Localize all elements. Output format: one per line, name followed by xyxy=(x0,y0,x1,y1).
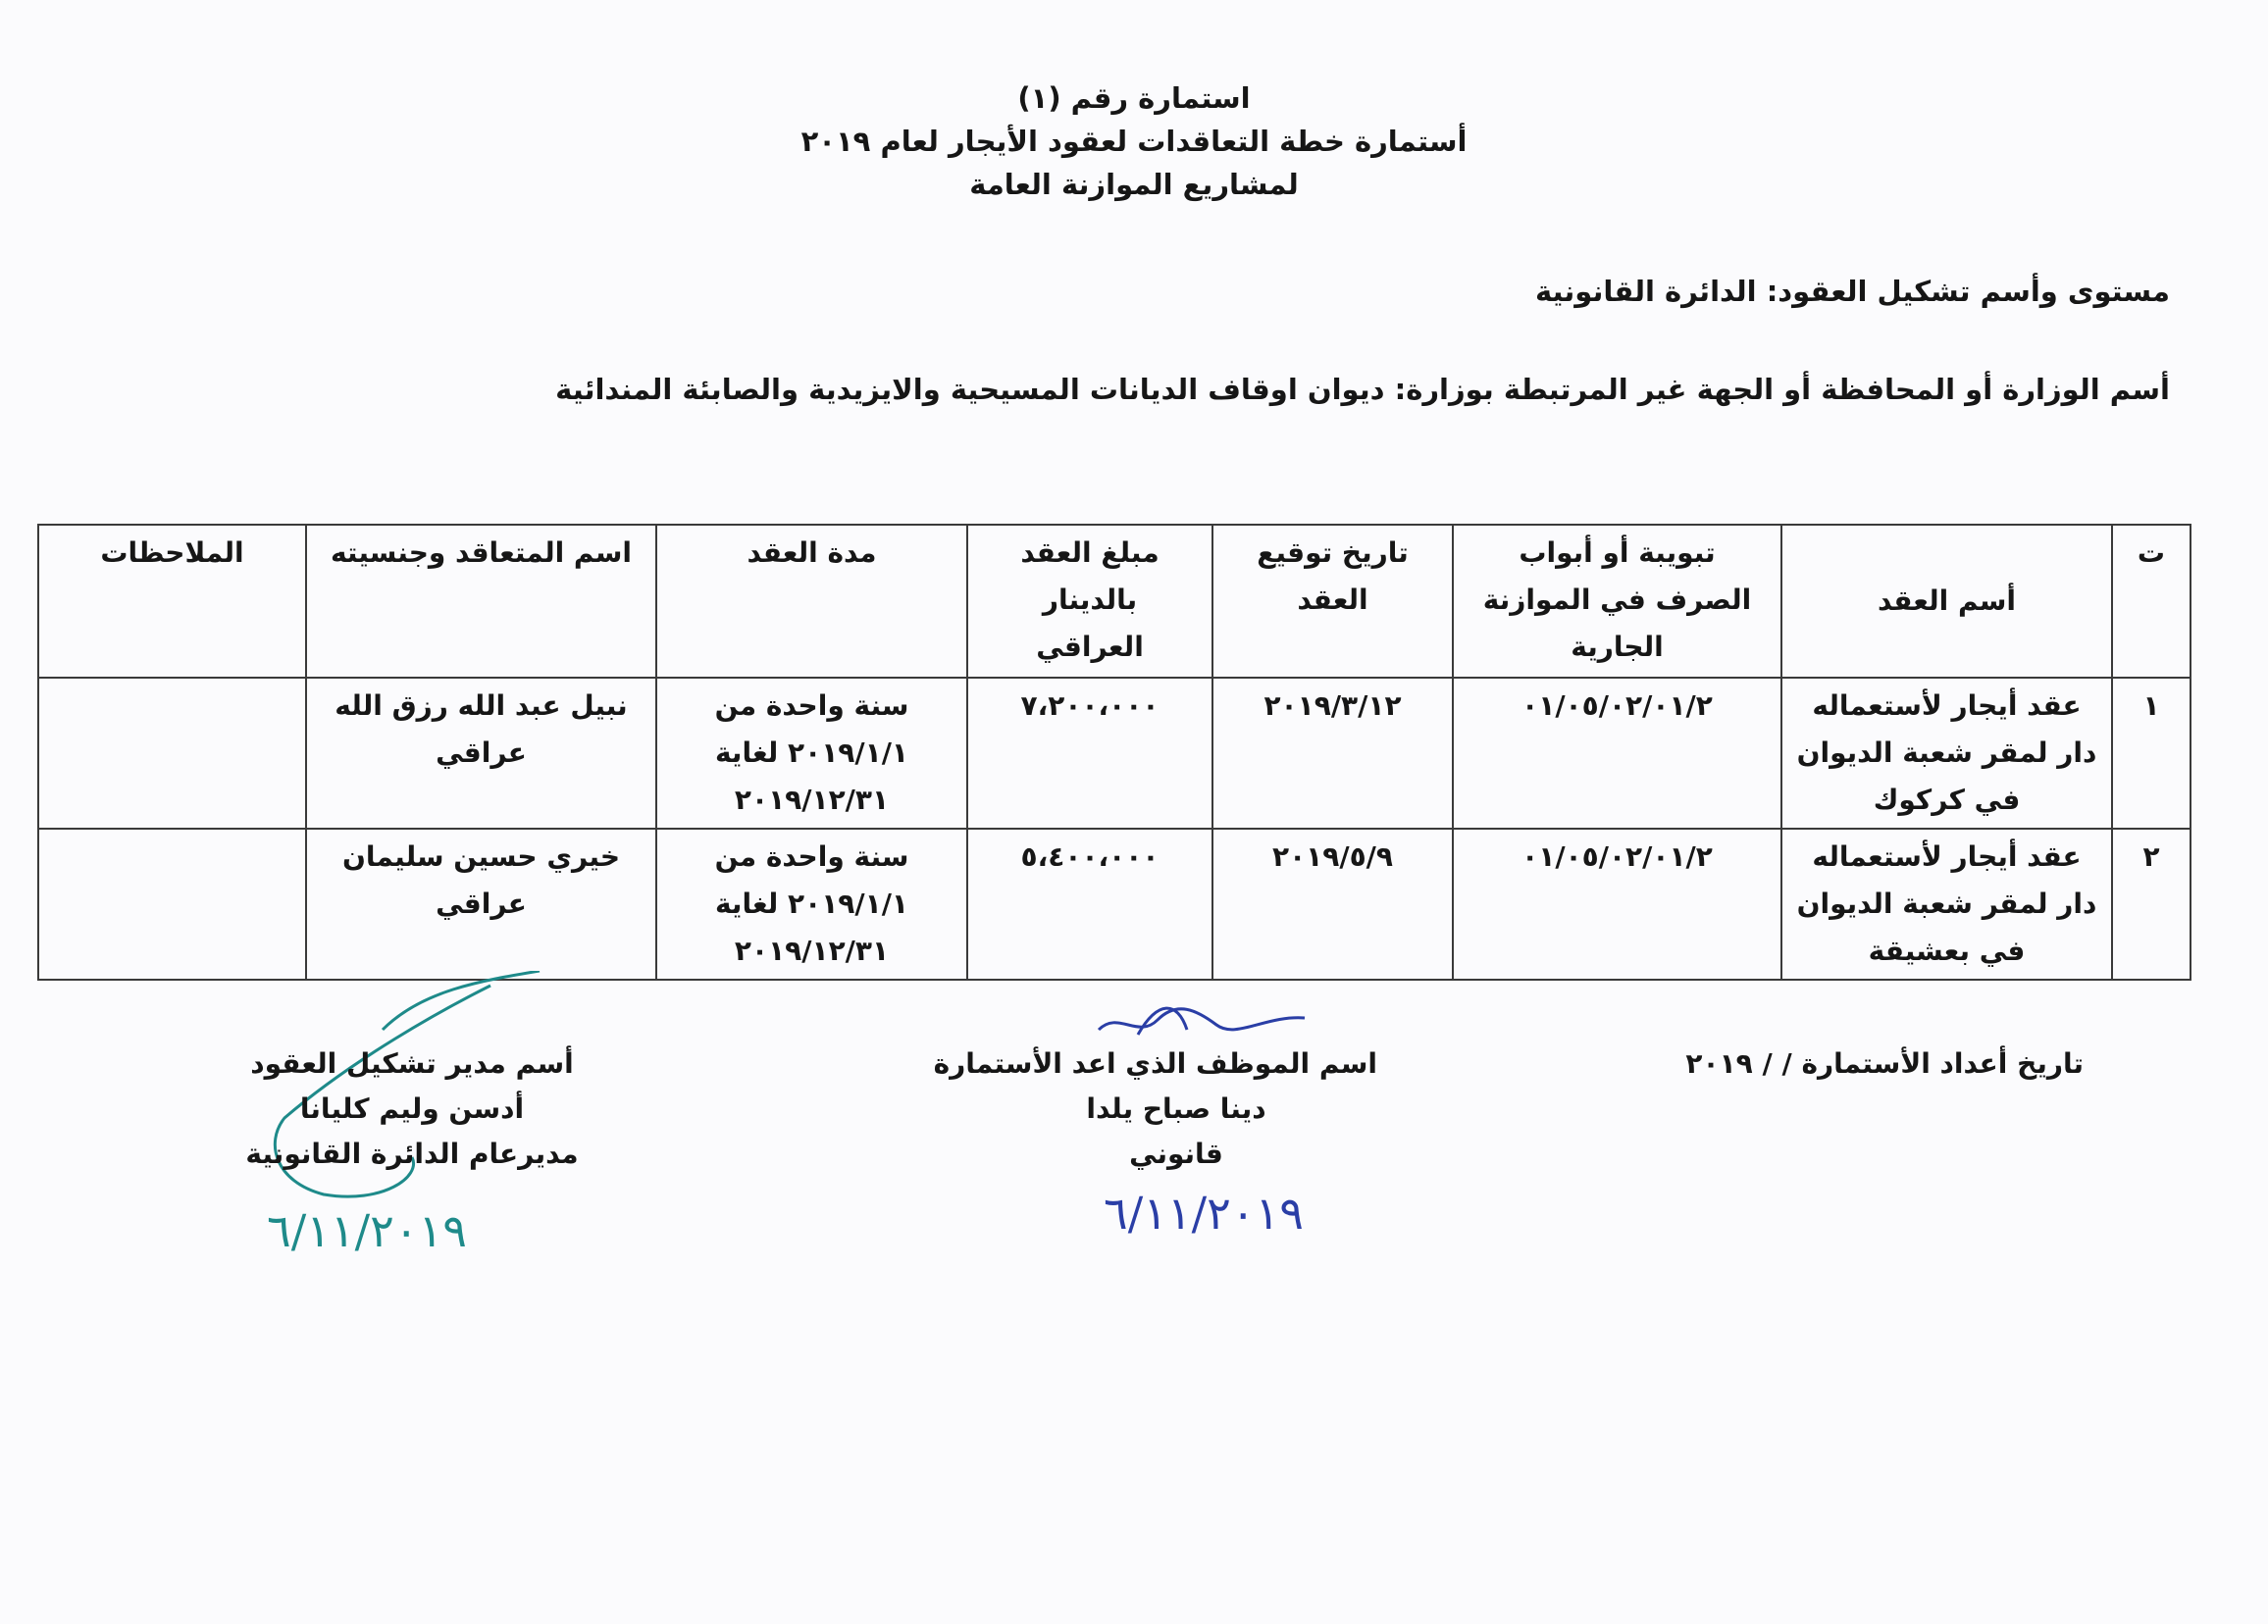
form-title: أستمارة خطة التعاقدات لعقود الأيجار لعام ٢٠١٩ xyxy=(800,125,1468,158)
employee-title: اسم الموظف الذي اعد الأستمارة xyxy=(933,1047,1377,1080)
header-budget-chapter: تبويبة أو أبواب الصرف في الموازنة الجارية xyxy=(1453,525,1781,678)
header-signing-date: تاريخ توقيع العقد xyxy=(1212,525,1453,678)
cell-notes xyxy=(38,829,306,980)
cell-contract-name: عقد أيجار لأستعماله دار لمقر شعبة الديوان في كركوك xyxy=(1781,678,2112,829)
table-header-row xyxy=(38,525,2191,678)
cell-budget-chapter: ٠١/٠٥/٠٢/٠١/٢ xyxy=(1453,678,1781,829)
cell-notes xyxy=(38,678,306,829)
header-contractor: اسم المتعاقد وجنسيته xyxy=(306,525,656,678)
form-number: استمارة رقم (١) xyxy=(1017,81,1251,115)
cell-duration: سنة واحدة من ٢٠١٩/١/١ لغاية ٢٠١٩/١٢/٣١ xyxy=(656,678,967,829)
cell-contract-name: عقد أيجار لأستعماله دار لمقر شعبة الديوان في بعشيقة xyxy=(1781,829,2112,980)
cell-amount: ٥،٤٠٠،٠٠٠ xyxy=(967,829,1212,980)
cell-budget-chapter: ٠١/٠٥/٠٢/٠١/٢ xyxy=(1453,829,1781,980)
manager-block xyxy=(235,1041,589,1177)
manager-title: أسم مدير تشكيل العقود xyxy=(250,1047,574,1080)
header-notes: الملاحظات xyxy=(38,525,306,678)
table-row xyxy=(38,829,2191,980)
form-subtitle: لمشاريع الموازنة العامة xyxy=(969,168,1299,201)
cell-contractor: خيري حسين سليمان عراقي xyxy=(306,829,656,980)
contracts-level: مستوى وأسم تشكيل العقود: الدائرة القانونية xyxy=(1534,275,2170,308)
cell-seq: ١ xyxy=(2112,678,2191,829)
cell-amount: ٧،٢٠٠،٠٠٠ xyxy=(967,678,1212,829)
cell-duration: سنة واحدة من ٢٠١٩/١/١ لغاية ٢٠١٩/١٢/٣١ xyxy=(656,829,967,980)
employee-handwritten-date: ٦/١١/٢٠١٩ xyxy=(1104,1187,1304,1240)
manager-position: مديرعام الدائرة القانونية xyxy=(245,1138,579,1170)
employee-name: دينا صباح يلدا xyxy=(1086,1092,1266,1125)
header-contract-name: أسم العقد xyxy=(1781,525,2112,678)
table-row xyxy=(38,678,2191,829)
cell-signing-date: ٢٠١٩/٥/٩ xyxy=(1212,829,1453,980)
employee-position: قانوني xyxy=(1129,1138,1223,1170)
cell-contractor: نبيل عبد الله رزق الله عراقي xyxy=(306,678,656,829)
manager-name: أدسن وليم كليانا xyxy=(299,1092,525,1125)
employee-block xyxy=(933,1041,1377,1177)
contracts-table xyxy=(37,524,2191,981)
ministry-name: أسم الوزارة أو المحافظة أو الجهة غير المرتبطة بوزارة: ديوان اوقاف الديانات المسيحية والايزيدية والصابئة المندائية xyxy=(555,373,2170,406)
header-seq: ت xyxy=(2112,525,2191,678)
manager-handwritten-date: ٦/١١/٢٠١٩ xyxy=(267,1204,467,1257)
cell-seq: ٢ xyxy=(2112,829,2191,980)
cell-signing-date: ٢٠١٩/٣/١٢ xyxy=(1212,678,1453,829)
header-duration: مدة العقد xyxy=(656,525,967,678)
header-amount: مبلغ العقد بالدينار العراقي xyxy=(967,525,1212,678)
preparation-date: تاريخ أعداد الأستمارة / / ٢٠١٩ xyxy=(1685,1047,2084,1080)
